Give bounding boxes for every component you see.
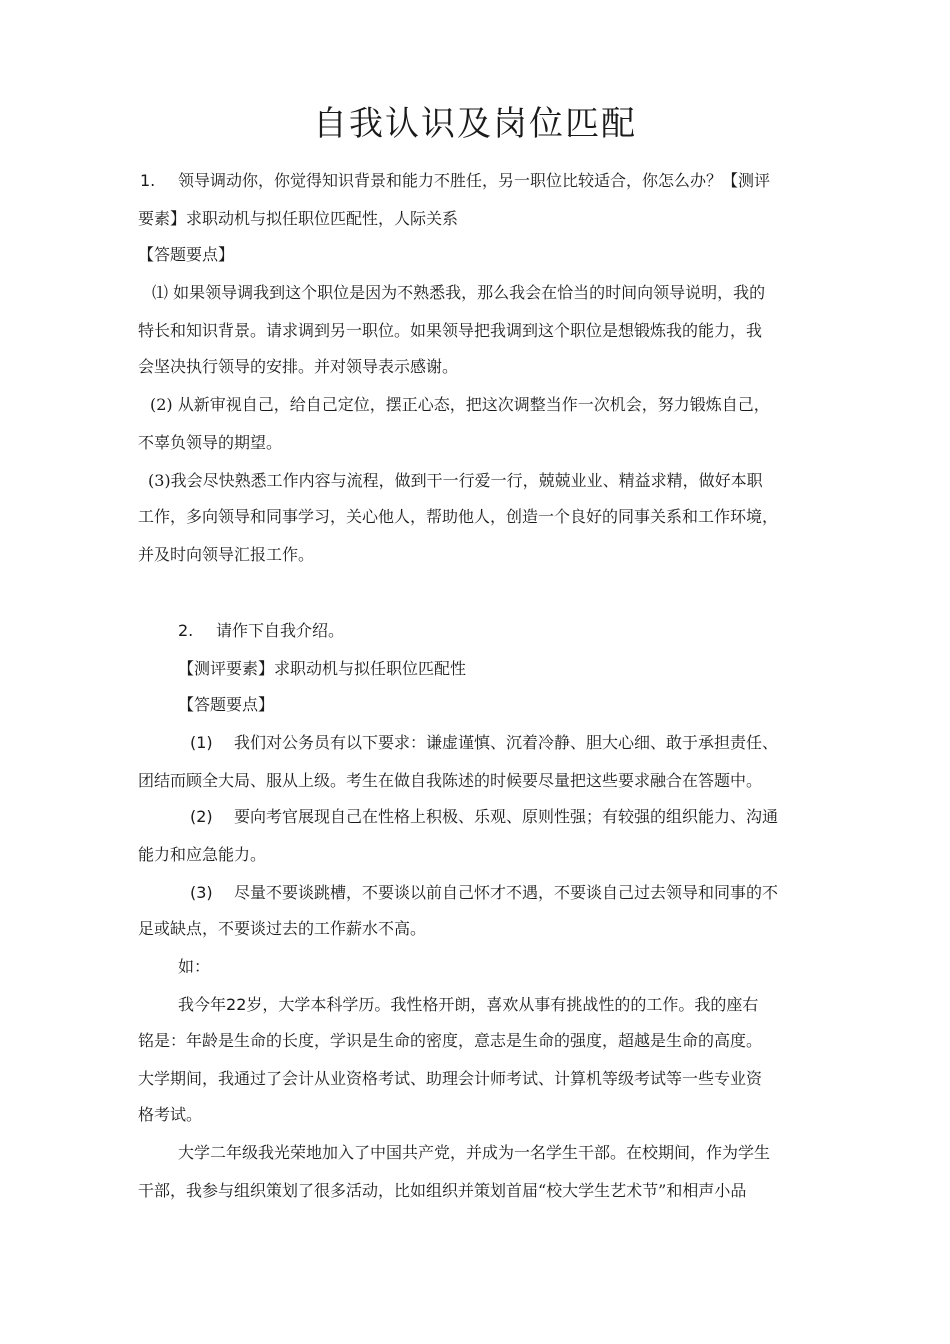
q2-point-2-number: (2) [190,807,213,826]
q2-point-1-line-1: 我们对公务员有以下要求：谦虚谨慎、沉着冷静、胆大心细、敢于承担责任、 [234,733,779,752]
q1-point-3-line-2: 工作，多向领导和同事学习，关心他人，帮助他人，创造一个良好的同事关系和工作环境， [138,507,779,526]
q2-point-2-line-1: 要向考官展现自己在性格上积极、乐观、原则性强；有较强的组织能力、沟通 [234,807,779,826]
q2-answer-heading: 【答题要点】 [178,695,275,714]
page-title: 自我认识及岗位匹配 [313,104,637,144]
q1-answer-heading: 【答题要点】 [138,245,235,264]
q1-point-2-line-2: 不辜负领导的期望。 [138,433,283,452]
q1-question-line-2: 要素】求职动机与拟任职位匹配性，人际关系 [138,209,459,228]
q1-point-1-line-2: 特长和知识背景。请求调到另一职位。如果领导把我调到这个职位是想锻炼我的能力，我 [138,321,763,340]
q1-point-3-line-3: 并及时向领导汇报工作。 [138,545,315,564]
q2-point-2-line-2: 能力和应急能力。 [138,845,267,864]
q2-point-3-line-1: 尽量不要谈跳槽，不要谈以前自己怀才不遇，不要谈自己过去领导和同事的不 [234,883,779,902]
example-para-1-line-2: 铭是：年龄是生命的长度，学识是生命的密度，意志是生命的强度，超越是生命的高度。 [138,1031,763,1050]
q1-number: 1. [140,171,156,190]
example-para-1-line-4: 格考试。 [138,1105,203,1124]
q1-question-line-1: 领导调动你，你觉得知识背景和能力不胜任，另一职位比较适合，你怎么办？【测评 [178,171,771,190]
example-para-2-line-2: 干部，我参与组织策划了很多活动，比如组织并策划首届“校大学生艺术节”和相声小品 [138,1181,747,1200]
q2-question: 请作下自我介绍。 [216,621,345,640]
example-age: 22 [226,995,247,1014]
example-para-2-line-1: 大学二年级我光荣地加入了中国共产党，并成为一名学生干部。在校期间，作为学生 [178,1143,771,1162]
q1-point-3-line-1: (3)我会尽快熟悉工作内容与流程，做到干一行爱一行，兢兢业业、精益求精，做好本职 [148,471,763,490]
q2-point-3-line-2: 足或缺点，不要谈过去的工作薪水不高。 [138,919,427,938]
q1-point-1-line-3: 会坚决执行领导的安排。并对领导表示感谢。 [138,357,459,376]
example-para-1-line-3: 大学期间，我通过了会计从业资格考试、助理会计师考试、计算机等级考试等一些专业资 [138,1069,763,1088]
q2-example-label: 如： [178,957,211,976]
example-para-1-line-1 [178,994,758,1016]
example-text: 我今年 [178,995,227,1014]
q1-point-2-line-1: (2) 从新审视自己，给自己定位，摆正心态，把这次调整当作一次机会，努力锻炼自己， [150,395,770,414]
q2-point-1-number: (1) [190,733,213,752]
example-text: 岁，大学本科学历。我性格开朗，喜欢从事有挑战性的的工作。我的座右 [246,995,759,1014]
q2-point-1-line-2: 团结而顾全大局、服从上级。考生在做自我陈述的时候要尽量把这些要求融合在答题中。 [138,771,763,790]
q2-point-3-number: (3) [190,883,213,902]
q1-point-1-line-1: ⑴ 如果领导调我到这个职位是因为不熟悉我，那么我会在恰当的时间向领导说明，我的 [152,283,766,302]
q2-eval-line: 【测评要素】求职动机与拟任职位匹配性 [178,659,467,678]
q2-number: 2. [178,621,194,640]
